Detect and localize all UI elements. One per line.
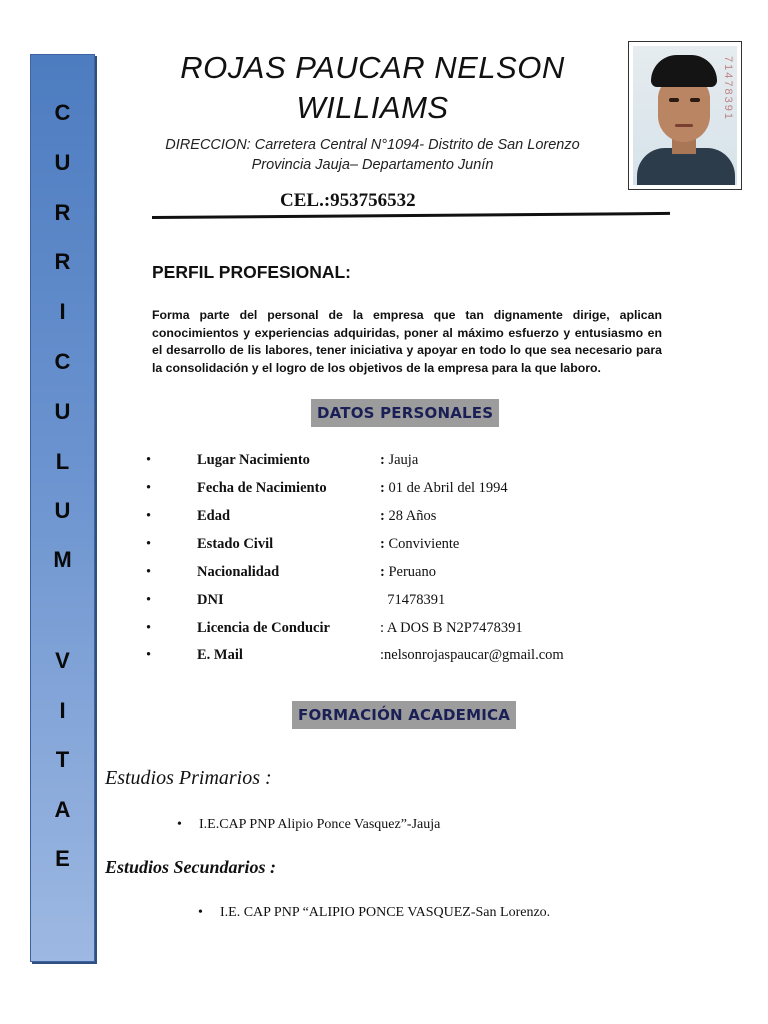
bullet: • — [177, 817, 182, 832]
bullet: • — [146, 452, 152, 468]
photo-stamp: 71478391 — [722, 56, 734, 121]
photo-eye — [690, 98, 700, 102]
field-label: Licencia de Conducir — [197, 620, 330, 636]
study-item: I.E.CAP PNP Alipio Ponce Vasquez”-Jauja — [199, 817, 441, 832]
sidebar-curriculum-vitae — [30, 54, 95, 962]
bullet: • — [146, 592, 152, 608]
bullet: • — [146, 564, 152, 580]
header-divider — [152, 212, 670, 219]
profile-photo — [628, 41, 742, 190]
sidebar-letter: T — [55, 747, 70, 772]
field-value: : A DOS B N2P7478391 — [380, 620, 523, 636]
sidebar-letter: V — [55, 648, 70, 673]
sidebar-letter: A — [54, 797, 71, 822]
formacion-academica-heading: FORMACIÓN ACADEMICA — [292, 701, 516, 729]
address-line-2: Provincia Jauja– Departamento Junín — [251, 157, 494, 173]
field-value: 71478391 — [380, 592, 446, 608]
sidebar-letter: U — [54, 498, 71, 523]
datos-personales-heading: DATOS PERSONALES — [311, 399, 499, 427]
estudios-secundarios-title: Estudios Secundarios : — [105, 857, 277, 877]
photo-eye — [669, 98, 679, 102]
field-value: : 01 de Abril del 1994 — [380, 480, 508, 496]
field-label: Edad — [197, 508, 231, 524]
perfil-text: Forma parte del personal de la empresa que tan dignamente dirige, aplican conocimientos y experiencias adquiridas, poner al máximo esfuerzo y entusiasmo en el desarrollo de lis labores, tener iniciativa y apoyar en todo lo que sea necesario para la consolidación y el logro de los objetivos de la empresa para la que laboro. — [152, 308, 662, 375]
sidebar-letter: R — [54, 249, 71, 274]
address — [130, 135, 615, 175]
study-item: I.E. CAP PNP “ALIPIO PONCE VASQUEZ-San Lorenzo. — [220, 905, 551, 920]
field-label: E. Mail — [197, 647, 243, 663]
bullet: • — [146, 480, 152, 496]
list-item — [177, 816, 440, 834]
sidebar-letter: C — [54, 100, 71, 125]
candidate-name: ROJAS PAUCAR NELSON WILLIAMS — [180, 50, 565, 125]
address-line-1: DIRECCION: Carretera Central N°1094- Distrito de San Lorenzo — [165, 137, 580, 153]
perfil-heading: PERFIL PROFESIONAL: — [152, 262, 351, 282]
sidebar-letter: U — [54, 399, 71, 424]
photo-hair — [651, 55, 717, 87]
sidebar-letter: C — [54, 349, 71, 374]
sidebar-letter: I — [59, 299, 66, 324]
field-label: Estado Civil — [197, 536, 274, 552]
field-value: : 28 Años — [380, 508, 437, 524]
bullet: • — [146, 536, 152, 552]
bullet: • — [146, 508, 152, 524]
estudios-primarios-title: Estudios Primarios : — [105, 767, 272, 789]
sidebar-letter: E — [55, 846, 70, 871]
sidebar-letter: U — [54, 150, 71, 175]
bullet: • — [146, 647, 152, 663]
field-value: :nelsonrojaspaucar@gmail.com — [380, 647, 564, 663]
field-label: Nacionalidad — [197, 564, 280, 580]
sidebar-letter: I — [59, 698, 66, 723]
list-item — [198, 904, 550, 922]
sidebar-letter: R — [54, 200, 71, 225]
sidebar-letter: L — [55, 449, 70, 474]
field-label: DNI — [197, 592, 224, 608]
phone-number: CEL.:953756532 — [280, 190, 416, 211]
photo-mouth — [675, 124, 693, 127]
field-value: : Peruano — [380, 564, 436, 580]
field-label: Lugar Nacimiento — [197, 452, 310, 468]
bullet: • — [146, 620, 152, 636]
field-value: : Jauja — [380, 452, 419, 468]
bullet: • — [198, 905, 203, 920]
sidebar-letter: M — [53, 547, 72, 572]
field-value: : Conviviente — [380, 536, 460, 552]
field-label: Fecha de Nacimiento — [197, 480, 327, 496]
